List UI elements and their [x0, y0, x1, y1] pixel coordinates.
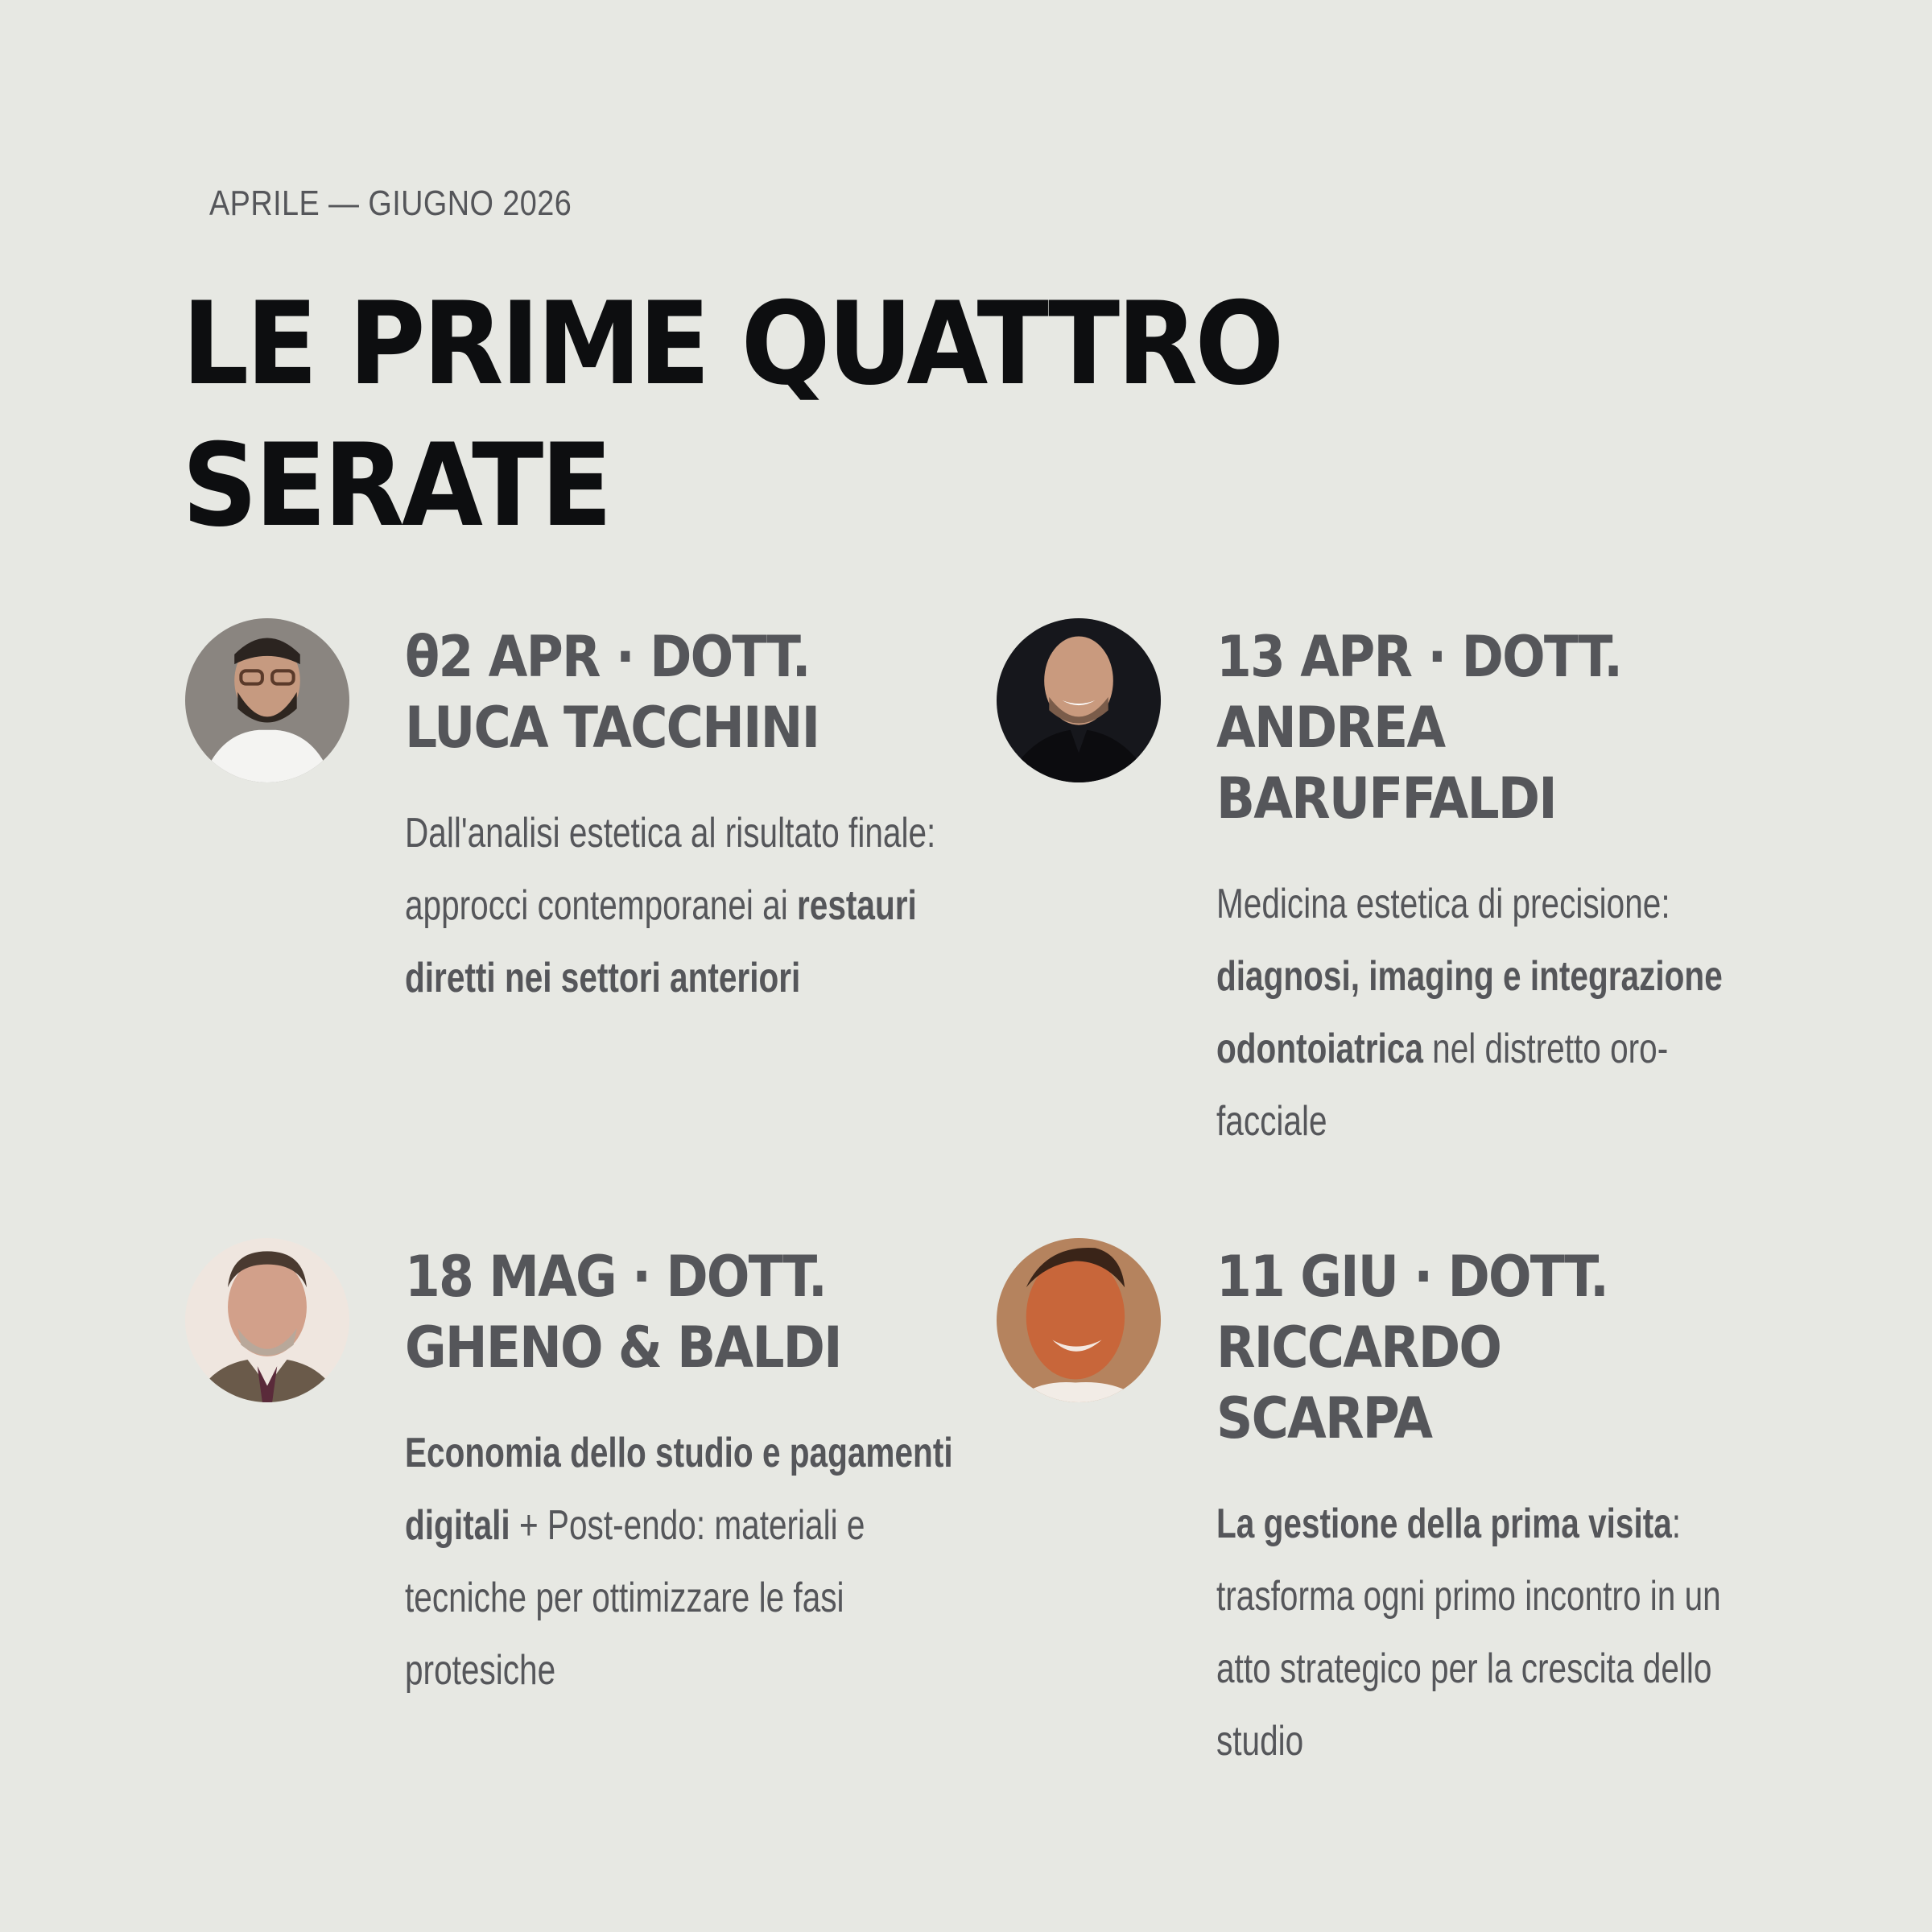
speaker-photo-icon — [997, 618, 1161, 782]
speaker-name: LUCA TACCHINI — [405, 695, 819, 761]
description-text: Medicina estetica di precisione: — [1216, 881, 1670, 927]
event-heading — [1216, 1238, 1767, 1454]
event-heading — [1216, 618, 1767, 834]
event-date-line: 18 MAG · DOTT. — [405, 1244, 826, 1310]
event-date-line: θ2 APR · DOTT. — [405, 624, 810, 690]
page-title — [182, 274, 1515, 557]
title-line-2: SERATE — [182, 419, 610, 552]
speaker-first-name: ANDREA — [1216, 695, 1445, 761]
speaker-photo-icon — [185, 1238, 349, 1402]
description-highlight: Economia dello studio e pagamenti digitali — [405, 1430, 953, 1549]
speaker-last-name: SCARPA — [1216, 1385, 1432, 1451]
description-highlight: restauri diretti nei settori anteriori — [405, 882, 917, 1001]
description-highlight: diagnosi, imaging e integrazione odontoiatrica — [1216, 953, 1723, 1072]
description-text: nel distretto oro-facciale — [1216, 1026, 1669, 1145]
event-date-line: 13 APR · DOTT. — [1216, 624, 1622, 690]
speaker-first-name: RICCARDO — [1216, 1315, 1501, 1381]
speaker-photo-icon — [185, 618, 349, 782]
title-line-1: LE PRIME QUATTRO — [182, 278, 1282, 411]
speaker-name: GHENO & BALDI — [405, 1315, 841, 1381]
description-highlight: La gestione della prima visita — [1216, 1501, 1672, 1547]
event-description — [1216, 868, 1769, 1158]
description-text: Dall'analisi estetica al risultato finale: approcci contemporanei ai — [405, 810, 936, 929]
avatar — [185, 618, 349, 782]
event-description — [1216, 1488, 1769, 1777]
description-text: + Post-endo: materiali e tecniche per ottimizzare le fasi protesiche — [405, 1502, 865, 1694]
event-description — [405, 797, 957, 1014]
speaker-last-name: BARUFFALDI — [1216, 766, 1556, 832]
event-description — [405, 1417, 957, 1707]
avatar — [997, 1238, 1161, 1402]
speaker-photo-icon — [997, 1238, 1161, 1402]
eyebrow-date-range: APRILE — GIUGNO 2026 — [209, 184, 572, 223]
event-date-line: 11 GIU · DOTT. — [1216, 1244, 1608, 1310]
avatar — [997, 618, 1161, 782]
event-heading — [405, 1238, 956, 1383]
description-text: : trasforma ogni primo incontro in un atto strategico per la crescita dello studio — [1216, 1501, 1721, 1765]
event-heading — [405, 618, 956, 763]
avatar — [185, 1238, 349, 1402]
